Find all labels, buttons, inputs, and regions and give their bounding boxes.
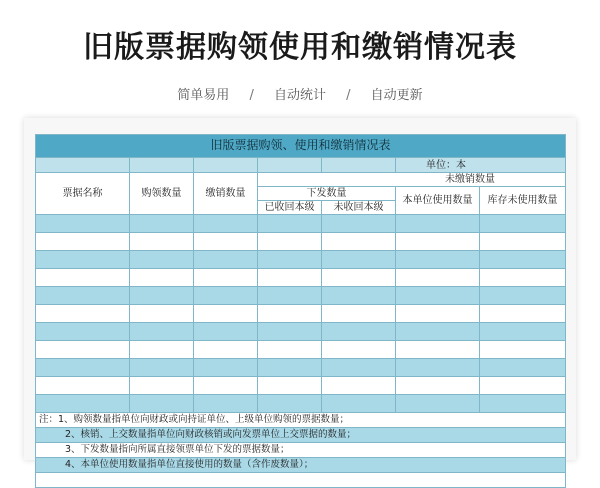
data-cell[interactable] bbox=[322, 287, 396, 305]
blank-cell bbox=[130, 158, 194, 173]
blank-cell bbox=[194, 158, 258, 173]
data-cell[interactable] bbox=[194, 377, 258, 395]
data-cell[interactable] bbox=[194, 395, 258, 413]
data-cell[interactable] bbox=[258, 359, 322, 377]
header-issued-down: 下发数量 bbox=[258, 187, 396, 201]
data-cell[interactable] bbox=[396, 305, 480, 323]
data-cell[interactable] bbox=[480, 269, 566, 287]
data-cell[interactable] bbox=[396, 287, 480, 305]
tag-separator: / bbox=[346, 88, 351, 103]
data-cell[interactable] bbox=[480, 341, 566, 359]
header-purchased: 购领数量 bbox=[130, 173, 194, 215]
data-cell[interactable] bbox=[130, 269, 194, 287]
table-row bbox=[36, 269, 566, 287]
data-cell[interactable] bbox=[480, 305, 566, 323]
data-cell[interactable] bbox=[258, 395, 322, 413]
data-cell[interactable] bbox=[130, 305, 194, 323]
data-cell[interactable] bbox=[258, 341, 322, 359]
header-unsettled: 未缴销数量 bbox=[258, 173, 566, 187]
data-cell[interactable] bbox=[36, 395, 130, 413]
header-used-self: 本单位使用数量 bbox=[396, 187, 480, 215]
note-line: 3、下发数量指向所属直接领票单位下发的票据数量； bbox=[36, 443, 566, 458]
blank-cell bbox=[36, 158, 130, 173]
feature-tags bbox=[0, 84, 600, 103]
note-line: 注：1、购领数量指单位向财政或向持证单位、上级单位购领的票据数量； bbox=[36, 413, 566, 428]
unit-label: 单位：本 bbox=[396, 158, 566, 173]
data-cell[interactable] bbox=[194, 341, 258, 359]
data-cell[interactable] bbox=[36, 377, 130, 395]
data-cell[interactable] bbox=[130, 341, 194, 359]
data-cell[interactable] bbox=[36, 251, 130, 269]
data-cell[interactable] bbox=[258, 215, 322, 233]
data-cell[interactable] bbox=[396, 341, 480, 359]
header-name: 票据名称 bbox=[36, 173, 130, 215]
data-cell[interactable] bbox=[258, 305, 322, 323]
data-cell[interactable] bbox=[322, 341, 396, 359]
tag-auto-update: 自动更新 bbox=[370, 88, 423, 103]
data-cell[interactable] bbox=[396, 215, 480, 233]
tag-easy: 简单易用 bbox=[177, 88, 230, 103]
data-cell[interactable] bbox=[36, 269, 130, 287]
data-cell[interactable] bbox=[258, 287, 322, 305]
data-cell[interactable] bbox=[36, 359, 130, 377]
data-cell[interactable] bbox=[322, 377, 396, 395]
data-cell[interactable] bbox=[258, 323, 322, 341]
table-row bbox=[36, 305, 566, 323]
table-row bbox=[36, 341, 566, 359]
tag-separator: / bbox=[249, 88, 254, 103]
data-cell[interactable] bbox=[396, 395, 480, 413]
data-cell[interactable] bbox=[36, 323, 130, 341]
data-cell[interactable] bbox=[322, 323, 396, 341]
data-cell[interactable] bbox=[322, 269, 396, 287]
note-line: 4、本单位使用数量指单位直接使用的数量（含作废数量）； bbox=[36, 458, 566, 473]
data-cell[interactable] bbox=[194, 359, 258, 377]
table-row bbox=[36, 377, 566, 395]
data-cell[interactable] bbox=[130, 323, 194, 341]
header-not-recovered: 未收回本级 bbox=[322, 201, 396, 215]
table-row bbox=[36, 233, 566, 251]
data-cell[interactable] bbox=[130, 377, 194, 395]
sheet-title: 旧版票据购领、使用和缴销情况表 bbox=[36, 135, 566, 158]
spreadsheet-preview bbox=[24, 118, 576, 470]
table-row bbox=[36, 287, 566, 305]
blank-cell bbox=[322, 158, 396, 173]
table-row bbox=[36, 359, 566, 377]
data-cell[interactable] bbox=[258, 377, 322, 395]
data-cell[interactable] bbox=[130, 359, 194, 377]
data-cell[interactable] bbox=[130, 215, 194, 233]
data-cell[interactable] bbox=[258, 269, 322, 287]
data-cell[interactable] bbox=[396, 359, 480, 377]
data-cell[interactable] bbox=[130, 251, 194, 269]
data-cell[interactable] bbox=[322, 305, 396, 323]
data-cell[interactable] bbox=[480, 233, 566, 251]
data-cell[interactable] bbox=[322, 215, 396, 233]
data-cell[interactable] bbox=[194, 323, 258, 341]
data-cell[interactable] bbox=[194, 269, 258, 287]
data-cell[interactable] bbox=[396, 269, 480, 287]
data-cell[interactable] bbox=[258, 233, 322, 251]
data-cell[interactable] bbox=[130, 395, 194, 413]
data-cell[interactable] bbox=[194, 233, 258, 251]
data-cell[interactable] bbox=[130, 233, 194, 251]
table-row bbox=[36, 215, 566, 233]
data-cell[interactable] bbox=[396, 377, 480, 395]
data-cell[interactable] bbox=[396, 323, 480, 341]
data-cell[interactable] bbox=[322, 359, 396, 377]
data-cell[interactable] bbox=[258, 251, 322, 269]
header-stock-unused: 库存未使用数量 bbox=[480, 187, 566, 215]
page-title: 旧版票据购领使用和缴销情况表 bbox=[83, 30, 517, 65]
tag-auto-stats: 自动统计 bbox=[273, 88, 326, 103]
data-cell[interactable] bbox=[194, 215, 258, 233]
table-row bbox=[36, 251, 566, 269]
data-cell[interactable] bbox=[194, 287, 258, 305]
data-cell[interactable] bbox=[480, 287, 566, 305]
blank-cell bbox=[258, 158, 322, 173]
data-cell[interactable] bbox=[130, 287, 194, 305]
data-cell[interactable] bbox=[480, 359, 566, 377]
data-cell[interactable] bbox=[36, 215, 130, 233]
data-cell[interactable] bbox=[194, 251, 258, 269]
data-cell[interactable] bbox=[36, 305, 130, 323]
header-recovered: 已收回本级 bbox=[258, 201, 322, 215]
ticket-table bbox=[35, 134, 566, 488]
data-cell[interactable] bbox=[396, 233, 480, 251]
data-cell[interactable] bbox=[322, 233, 396, 251]
data-cell[interactable] bbox=[36, 233, 130, 251]
data-cell[interactable] bbox=[322, 395, 396, 413]
header-cancelled: 缴销数量 bbox=[194, 173, 258, 215]
data-cell[interactable] bbox=[36, 341, 130, 359]
data-cell[interactable] bbox=[480, 251, 566, 269]
data-cell[interactable] bbox=[480, 215, 566, 233]
data-cell[interactable] bbox=[322, 251, 396, 269]
data-cell[interactable] bbox=[480, 377, 566, 395]
note-line: 2、核销、上交数量指单位向财政核销或向发票单位上交票据的数量； bbox=[36, 428, 566, 443]
data-cell[interactable] bbox=[480, 323, 566, 341]
data-cell[interactable] bbox=[36, 287, 130, 305]
table-row bbox=[36, 323, 566, 341]
note-line bbox=[36, 473, 566, 488]
data-cell[interactable] bbox=[396, 251, 480, 269]
data-cell[interactable] bbox=[480, 395, 566, 413]
table-row bbox=[36, 395, 566, 413]
data-cell[interactable] bbox=[194, 305, 258, 323]
